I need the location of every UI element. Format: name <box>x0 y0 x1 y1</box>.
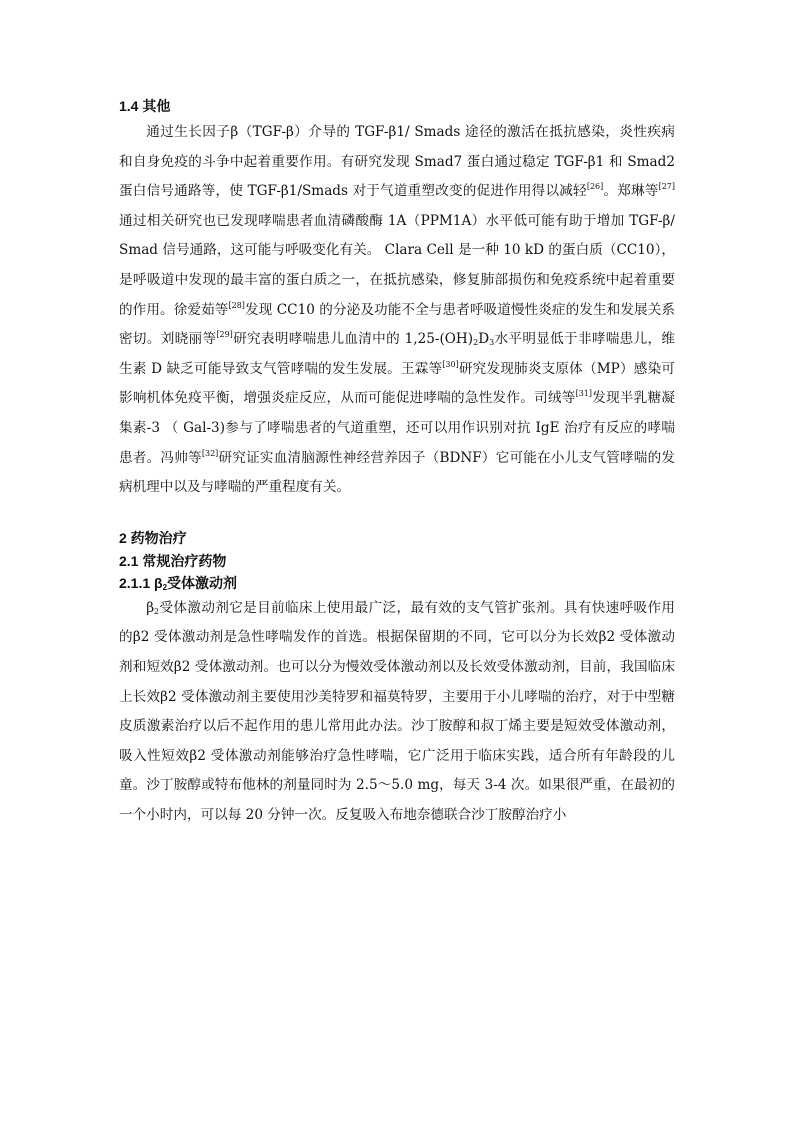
section-1-4-paragraph <box>119 118 675 503</box>
section-2-1-1-heading <box>119 572 675 594</box>
text-run: β <box>146 599 155 616</box>
text-run: 水平明显低于非哮喘患儿，维生素 D 缺乏可能导致支气管哮喘的发生发展。王霖等 <box>119 331 675 377</box>
section-2-1-1-paragraph <box>119 594 675 831</box>
text-run: 。郑琳等 <box>603 183 659 200</box>
text-run: 通过生长因子β（TGF-β）介导的 TGF-β1/ Smads 途径的激活在抵抗感染，炎性疾病和自身免疫的斗争中起着重要作用。有研究发现 Smad7 蛋白通过稳定 TGF-β1 和 Smad2 蛋白信号通路等，使 TGF-β1/Smads 对于气道重塑改变的促进作用得以减轻 <box>119 124 675 200</box>
text-run: 通过相关研究也已发现哮喘患者血清磷酸酶 1A（PPM1A）水平低可能有助于增加 TGF-β/ Smad 信号通路，这可能与呼吸变化有关。 Clara Cell 是一种 10 kD 的蛋白质（CC10），是呼吸道中发现的最丰富的蛋白质之一，在抵抗感染，修复肺部损伤和免疫系统中起着重要的作用。徐爱茹等 <box>119 212 675 318</box>
text-run: 研究发现肺炎支原体（MP）感染可影响机体免疫平衡，增强炎症反应，从而可能促进哮喘的急性发作。司绒等 <box>119 360 675 407</box>
text-run: 发现半乳糖凝集素-3 （ Gal-3)参与了哮喘患者的气道重塑，还可以用作识别对抗 IgE 治疗有反应的哮喘患者。冯帅等 <box>119 390 676 466</box>
text-run: 发现 CC10 的分泌及功能不全与患者呼吸道慢性炎症的发生和发展关系密切。刘晓丽等 <box>119 301 675 348</box>
subscript: 2 <box>473 338 479 348</box>
citation-28: [28] <box>228 300 245 310</box>
text-run: 受体激动剂它是目前临床上使用最广泛，最有效的支气管扩张剂。具有快速呼吸作用的β2 受体激动剂是急性哮喘发作的首选。根据保留期的不同，它可以分为长效β2 受体激动剂和短效β2 受体激动剂。也可以分为慢效受体激动剂以及长效受体激动剂，目前，我国临床上长效β2 受体激动剂主要使用沙美特罗和福莫特罗，主要用于小儿哮喘的治疗，对于中型糖皮质激素治疗以后不起作用的患儿常用此办法。沙丁胺醇和叔丁烯主要是短效受体激动剂，吸入性短效β2 受体激动剂能够治疗急性哮喘，它广泛用于临床实践，适合所有年龄段的儿童。沙丁胺醇或特布他林的剂量同时为 2.5～5.0 mg，每天 3-4 次。如果很严重，在最初的一个小时内，可以每 20 分钟一次。反复吸入布地奈德联合沙丁胺醇治疗小 <box>119 599 675 823</box>
citation-29: [29] <box>216 330 233 340</box>
citation-32: [32] <box>201 448 219 458</box>
citation-30: [30] <box>442 359 459 369</box>
text-run: D <box>478 331 490 348</box>
text-run: 研究表明哮喘患儿血清中的 1,25-(OH) <box>232 331 474 348</box>
heading-text: 受体激动剂 <box>167 574 238 591</box>
citation-26: [26] <box>586 182 604 192</box>
page-content <box>119 94 675 830</box>
citation-27: [27] <box>658 182 675 192</box>
text-run: 研究证实血清脑源性神经营养因子（BDNF）它可能在小儿支气管哮喘的发病机理中以及与哮喘的严重程度有关。 <box>119 449 675 496</box>
subscript: 2 <box>154 606 160 616</box>
subscript: 2 <box>162 582 168 592</box>
section-2-1-heading: 2.1 常规治疗药物 <box>119 552 227 569</box>
subscript: 3 <box>489 338 495 348</box>
citation-31: [31] <box>575 389 592 399</box>
section-1-4-heading: 1.4 其他 <box>119 98 171 114</box>
section-2-heading: 2 药物治疗 <box>119 529 187 546</box>
heading-text: 2.1.1 β <box>119 574 163 591</box>
